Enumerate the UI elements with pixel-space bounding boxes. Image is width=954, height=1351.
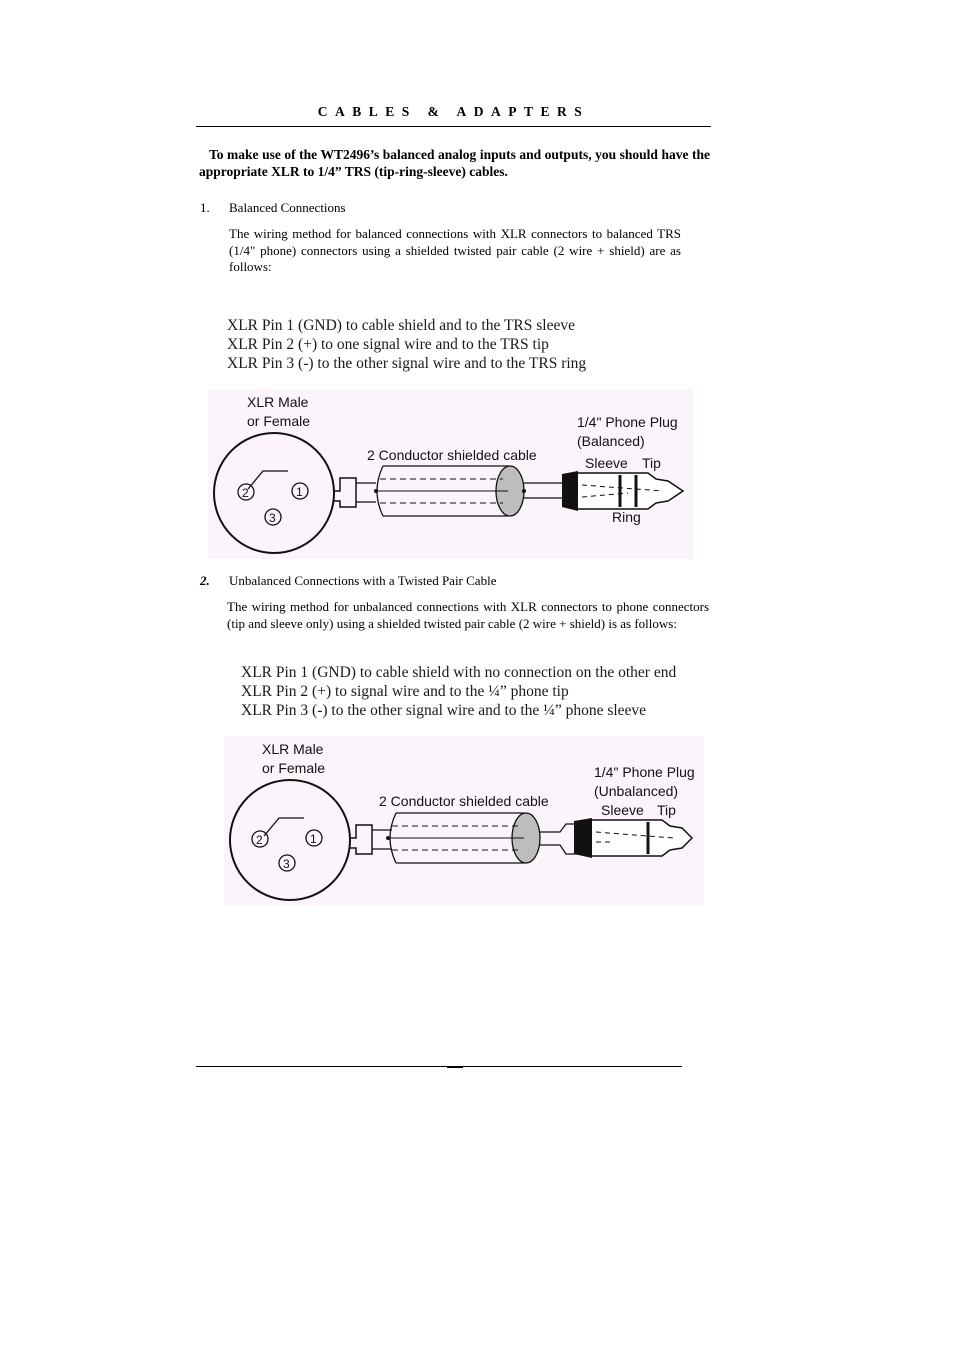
tip-label: Tip — [657, 802, 676, 818]
xlr-label-line-1: XLR Male — [247, 394, 309, 410]
section-1-number: 1. — [200, 200, 210, 215]
section-2-number: 2. — [200, 573, 210, 588]
pin-line: XLR Pin 3 (-) to the other signal wire and to the TRS ring — [227, 355, 587, 372]
plug-label-line-1: 1/4" Phone Plug — [577, 414, 678, 430]
sleeve-label: Sleeve — [585, 455, 628, 471]
footer-rule — [196, 1066, 682, 1067]
balanced-wiring-diagram — [208, 389, 693, 559]
pin-line: XLR Pin 1 (GND) to cable shield and to the TRS sleeve — [227, 317, 575, 334]
pin-line: XLR Pin 2 (+) to one signal wire and to the TRS tip — [227, 336, 549, 353]
tip-label: Tip — [642, 455, 661, 471]
section-2-description: The wiring method for unbalanced connections with XLR connectors to phone connectors (tip and sleeve only) using a shielded twisted pair cable (2 wire + shield) is as follows: — [227, 599, 709, 631]
intro-paragraph: To make use of the WT2496’s balanced analog inputs and outputs, you should have the appropriate XLR to 1/4” TRS (tip-ring-sleeve) cables. — [199, 147, 710, 179]
svg-text:3: 3 — [283, 857, 290, 871]
xlr-label-line-2: or Female — [247, 413, 311, 429]
svg-text:3: 3 — [269, 511, 276, 525]
cable-label: 2 Conductor shielded cable — [379, 793, 549, 809]
xlr-label-line-1: XLR Male — [262, 741, 324, 757]
section-1-title: Balanced Connections — [229, 200, 346, 215]
svg-text:1: 1 — [296, 485, 303, 499]
page-number-mark — [447, 1066, 463, 1068]
section-1-pin-list — [227, 316, 697, 373]
cable-label: 2 Conductor shielded cable — [367, 447, 537, 463]
plug-label-line-1: 1/4" Phone Plug — [594, 764, 695, 780]
svg-text:1: 1 — [310, 832, 317, 846]
section-2-title: Unbalanced Connections with a Twisted Pair Cable — [229, 573, 497, 588]
sleeve-label: Sleeve — [601, 802, 644, 818]
section-1-description: The wiring method for balanced connections with XLR connectors to balanced TRS (1/4" phone) connectors using a shielded twisted pair cable (2 wire + shield) are as follows: — [229, 226, 681, 274]
pin-line: XLR Pin 3 (-) to the other signal wire and to the ¼” phone sleeve — [241, 702, 647, 719]
plug-label-line-2: (Unbalanced) — [594, 783, 679, 799]
plug-label-line-2: (Balanced) — [577, 433, 645, 449]
pin-line: XLR Pin 2 (+) to signal wire and to the ¼” phone tip — [241, 683, 569, 700]
header-rule — [196, 126, 711, 127]
xlr-label-line-2: or Female — [262, 760, 326, 776]
section-2-pin-list — [241, 663, 716, 720]
unbalanced-wiring-diagram — [224, 736, 704, 906]
svg-text:2: 2 — [256, 833, 263, 847]
svg-text:2: 2 — [242, 486, 249, 500]
ring-label: Ring — [612, 509, 641, 525]
pin-line: XLR Pin 1 (GND) to cable shield with no connection on the other end — [241, 664, 677, 681]
page-header: CABLES & ADAPTERS — [317, 104, 590, 119]
